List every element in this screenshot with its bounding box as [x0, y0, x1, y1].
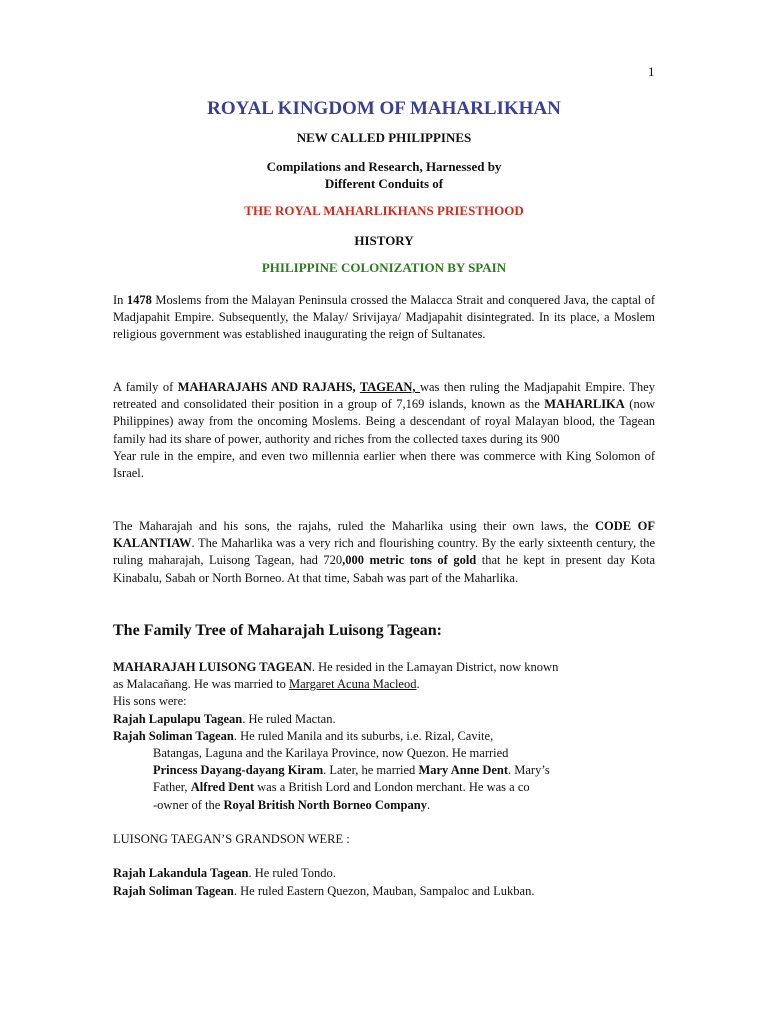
colonization-heading: PHILIPPINE COLONIZATION BY SPAIN — [261, 260, 507, 275]
grandson-heading: LUISONG TAEGAN’S GRANDSON WERE : — [113, 832, 350, 847]
tree-text: . He resided in the Lamayan District, now known — [311, 660, 559, 674]
p2-text-2: was then ruling the Madjapahit Empire. They retreated and consolidated their position in a group of 7,169 islands, known as the — [113, 380, 655, 412]
paragraph-3 — [113, 518, 655, 587]
tree-name-lakandula: Rajah Lakandula Tagean — [113, 866, 249, 881]
tree-name-margaret: Margaret Acuna Macleod — [288, 677, 417, 692]
p3-text-3: that he kept in present day Kota Kinabalu, Sabah or North Borneo. At that time, Sabah was part of the Maharlika. — [113, 553, 655, 585]
tree-text: . Mary’s — [508, 763, 550, 778]
priesthood-heading: THE ROYAL MAHARLIKHANS PRIESTHOOD — [244, 203, 524, 218]
p3-text-2: . The Maharlika was a very rich and flourishing country. By the early sixteenth century, the ruling maharajah, Luisong Tagean, had 720 — [113, 536, 655, 568]
tree-text: . — [426, 797, 431, 812]
paragraph-1 — [113, 292, 655, 344]
tree-name-alfred: Alfred Dent — [190, 780, 254, 795]
spacer — [113, 814, 658, 831]
tree-name-soliman: Rajah Soliman Tagean — [113, 728, 234, 743]
compilation-line-1: Compilations and Research, Harnessed by — [266, 159, 502, 174]
spacer — [113, 848, 658, 865]
p2-bold-maharlika: MAHARLIKA — [544, 397, 625, 412]
family-tree-list — [113, 659, 658, 900]
document-subtitle: NEW CALLED PHILIPPINES — [296, 130, 472, 145]
tree-text: was a British Lord and London merchant. He was a co — [254, 780, 530, 795]
tree-text: as Malacañang. He was married to — [113, 677, 289, 692]
family-tree-heading: The Family Tree of Maharajah Luisong Tagean: — [113, 622, 442, 639]
p2-text-3: (now Philippines) away from the oncoming Moslems. Being a descendant of royal Malayan blood, the Tagean family had its share of power, authority and riches from the collected taxes during its 900 — [113, 397, 655, 446]
history-heading: HISTORY — [354, 233, 414, 248]
tree-name-lapulapu: Rajah Lapulapu Tagean — [113, 711, 243, 726]
paragraph-2 — [113, 379, 655, 482]
p2-bold-maharajahs: MAHARAJAHS AND RAJAHS, — [177, 380, 360, 394]
tree-text: . Later, he married — [323, 763, 419, 778]
tree-line-company — [113, 797, 658, 814]
tree-name-maharajah: MAHARAJAH LUISONG TAGEAN — [113, 660, 312, 674]
page-number: 1 — [648, 64, 655, 79]
tree-line-lapulapu — [113, 711, 658, 728]
p3-bold-code: CODE OF KALANTIAW — [113, 519, 655, 551]
tree-line-married — [113, 676, 658, 693]
tree-name-soliman-grandson: Rajah Soliman Tagean — [113, 883, 234, 898]
tree-name-mary-anne: Mary Anne Dent — [418, 763, 509, 778]
tree-name-dayang: Princess Dayang-dayang Kiram — [153, 763, 324, 778]
tree-text: . He ruled Tondo. — [248, 866, 336, 881]
tree-text: . He ruled Mactan. — [242, 711, 336, 726]
tree-name-company: Royal British North Borneo Company — [223, 797, 427, 812]
p3-bold-gold: ,000 metric tons of gold — [342, 553, 477, 568]
p1-year: 1478 — [126, 293, 152, 307]
p3-text: The Maharajah and his sons, the rajahs, ruled the Maharlika using their own laws, the — [113, 519, 595, 533]
p2-text: A family of — [113, 380, 178, 394]
p2-text-4: Year rule in the empire, and even two millennia earlier when there was commerce with King Solomon of Israel. — [113, 448, 655, 481]
tree-line-alfred — [113, 779, 658, 796]
document-title: ROYAL KINGDOM OF MAHARLIKHAN — [207, 98, 561, 119]
tree-line-soliman — [113, 728, 658, 745]
tree-line-soliman-married — [113, 762, 658, 779]
tree-line-soliman-grandson — [113, 883, 658, 900]
tree-text: . He ruled Eastern Quezon, Mauban, Sampaloc and Lukban. — [233, 883, 535, 898]
tree-text: -owner of the — [153, 797, 224, 812]
p1-text: In — [113, 293, 127, 307]
tree-text: Father, — [153, 780, 191, 795]
p1-text-2: Moslems from the Malayan Peninsula crossed the Malacca Strait and conquered Java, the captal of Madjapahit Empire. Subsequently, the Malay/ Srivijaya/ Madjapahit disintegrated. In its place, a Moslem religious government was established inaugurating the reign of Sultanates. — [113, 293, 655, 342]
tree-line-maharajah — [113, 659, 658, 676]
compilation-line-2: Different Conduits of — [324, 176, 444, 191]
tree-line-soliman-cont: Batangas, Laguna and the Karilaya Province, now Quezon. He married — [153, 746, 509, 761]
p2-underline-tagean: TAGEAN, — [359, 380, 420, 394]
tree-line-lakandula — [113, 865, 658, 882]
tree-text: . He ruled Manila and its suburbs, i.e. Rizal, Cavite, — [233, 728, 494, 743]
tree-text: . — [416, 677, 420, 692]
tree-line-sons: His sons were: — [113, 694, 187, 709]
compilation-note — [113, 158, 655, 192]
